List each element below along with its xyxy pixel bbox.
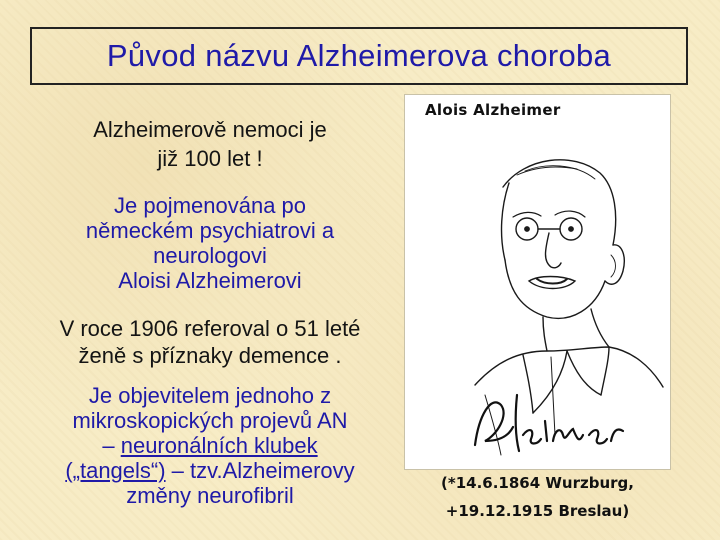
text-line: Aloisi Alzheimerovi (118, 268, 302, 293)
portrait-caption: Alois Alzheimer (425, 101, 561, 119)
paragraph-1906-report (18, 316, 402, 368)
text-line: německém psychiatrovi a (85, 218, 335, 243)
signature-image (475, 395, 623, 451)
death-date-text: +19.12.1915 Breslau) (445, 502, 630, 520)
text-line: Je objevitelem jednoho z (88, 383, 332, 408)
text-line: změny neurofibril (126, 483, 294, 508)
portrait-image (404, 94, 671, 470)
text-line: neurologovi (153, 243, 267, 268)
text-line: mikroskopických projevů AN (72, 408, 348, 433)
tangels-link[interactable]: („tangels“) (65, 458, 166, 483)
text-line: Alzheimerově nemoci je (93, 117, 327, 142)
text-continuation: – tzv.Alzheimerovy (165, 458, 355, 483)
slide-title: Původ názvu Alzheimerova choroba (106, 38, 612, 73)
text-line: již 100 let ! (157, 146, 263, 171)
portrait-sketch-image (405, 95, 672, 471)
text-line: ženě s příznaky demence . (78, 343, 342, 368)
paragraph-discovery (14, 383, 406, 508)
text-line: V roce 1906 referoval o 51 leté (59, 316, 361, 341)
text-line: Je pojmenována po (113, 193, 307, 218)
tangles-link[interactable]: neuronálních klubek (120, 433, 318, 458)
text-line (14, 433, 406, 458)
paragraph-age (20, 117, 400, 171)
text-dash: – (102, 433, 121, 458)
paragraph-named-after (20, 193, 400, 293)
title-box (30, 27, 688, 85)
text-line (14, 458, 406, 483)
birth-date-text: (*14.6.1864 Wurzburg, (441, 474, 634, 492)
